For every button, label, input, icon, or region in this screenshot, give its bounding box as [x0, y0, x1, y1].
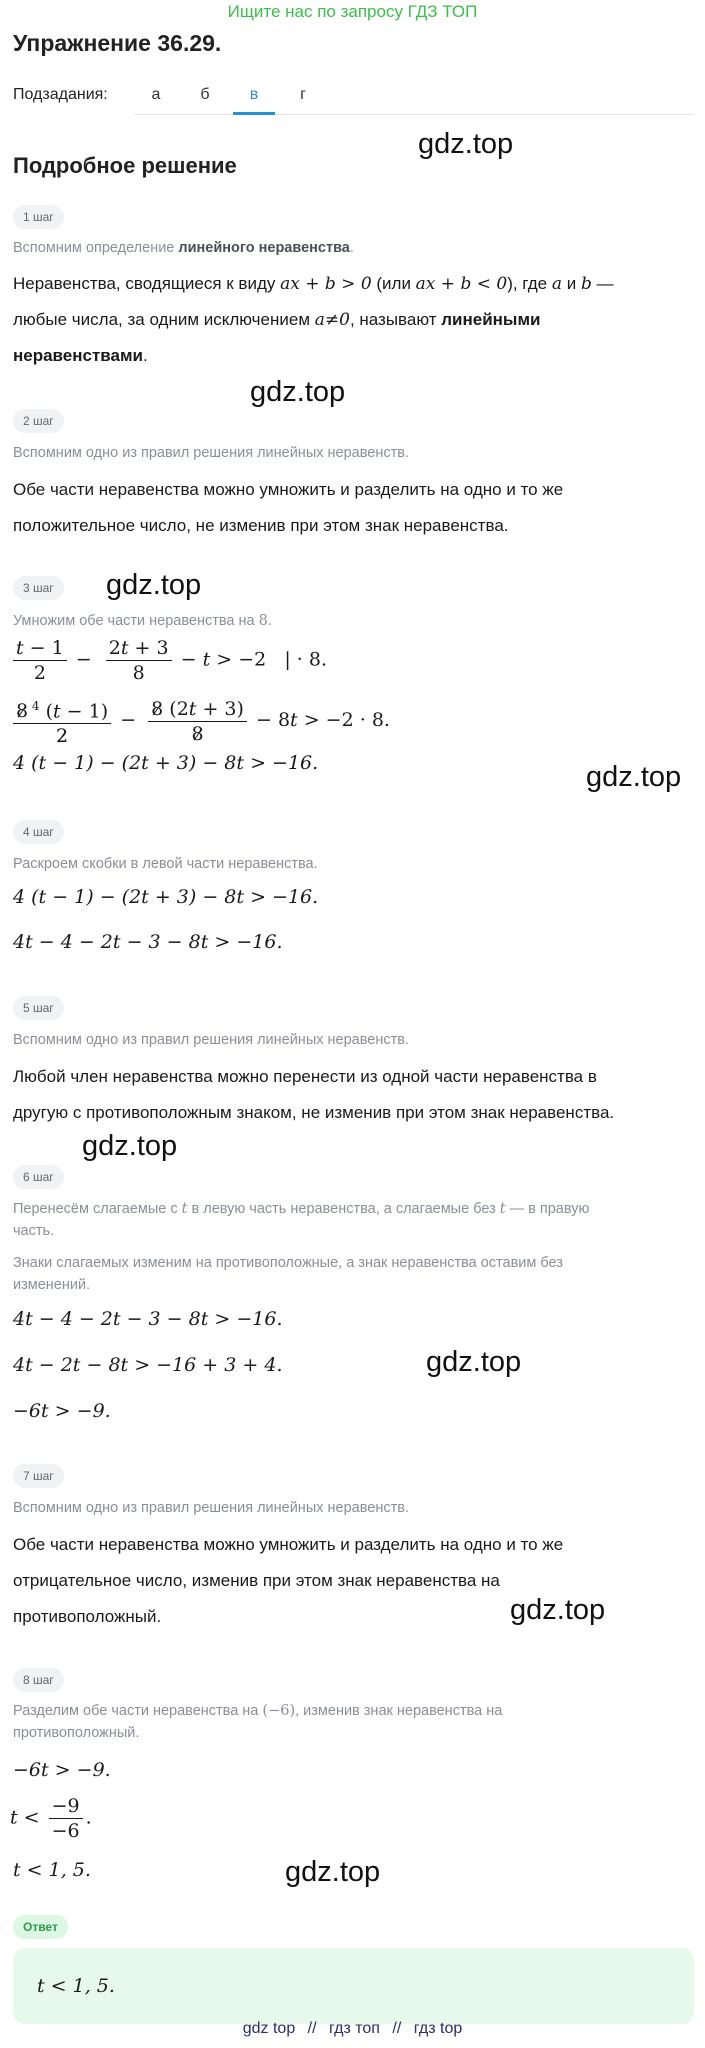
- step-text: отрицательное число, изменив при этом знак неравенства на: [13, 1571, 500, 1590]
- math-expression: t < $\frac{-9}{-6}$ .: [10, 1795, 92, 1842]
- step-hint: Вспомним определение линейного неравенства.: [13, 240, 354, 256]
- math-expression: $\frac{t - 1}{2}$ − $\frac{2t + 3}{8}$ − t > −2 | · 8.: [10, 636, 327, 685]
- step-hint: Знаки слагаемых изменим на противоположные, а знак неравенства оставим без: [13, 1255, 563, 1271]
- step-badge: 2 шаг: [13, 409, 64, 433]
- watermark: gdz.top: [285, 1856, 381, 1888]
- math-expression: $\frac{8 ^4 (t - 1)}{2}$ − $\frac{8 (2t + 3)}{8}$ − 8t > −2 · 8.: [10, 694, 390, 748]
- step-hint: изменений.: [13, 1277, 91, 1293]
- math-expression: 4 (t − 1) − (2t + 3) − 8t > −16.: [13, 752, 319, 774]
- math-expression: t < 1, 5.: [13, 1859, 91, 1881]
- step-badge: 7 шаг: [13, 1464, 64, 1488]
- step-text: Любой член неравенства можно перенести из одной части неравенства в: [13, 1067, 597, 1086]
- step-hint: Вспомним одно из правил решения линейных неравенств.: [13, 1032, 409, 1048]
- step-badge: 6 шаг: [13, 1165, 64, 1189]
- step-text: противоположный.: [13, 1607, 162, 1626]
- step-badge: 5 шаг: [13, 996, 64, 1020]
- watermark: gdz.top: [418, 128, 514, 160]
- tab-b[interactable]: б: [200, 86, 210, 103]
- answer-expression: t < 1, 5.: [37, 1975, 115, 1997]
- page-title: Упражнение 36.29.: [13, 30, 222, 56]
- watermark: gdz.top: [586, 761, 682, 793]
- tab-v-active[interactable]: в: [249, 86, 259, 103]
- step-text: неравенствами.: [13, 346, 148, 365]
- step-badge: 8 шаг: [13, 1668, 64, 1692]
- math-expression: 4 (t − 1) − (2t + 3) − 8t > −16.: [13, 886, 319, 908]
- step-hint: Вспомним одно из правил решения линейных неравенств.: [13, 445, 409, 461]
- footer-link[interactable]: гдз top: [413, 2020, 463, 2037]
- step-text: другую с противоположным знаком, не изменив при этом знак неравенства.: [13, 1103, 615, 1122]
- math-expression: 4t − 2t − 8t > −16 + 3 + 4.: [13, 1354, 283, 1376]
- math-expression: 4t − 4 − 2t − 3 − 8t > −16.: [13, 931, 283, 953]
- watermark: gdz.top: [106, 569, 202, 601]
- step-text: положительное число, не изменив при этом знак неравенства.: [13, 516, 509, 535]
- answer-box: [13, 1948, 694, 2024]
- footer-separator: //: [307, 2020, 317, 2037]
- answer-badge: Ответ: [13, 1915, 68, 1939]
- footer-separator: //: [392, 2020, 402, 2037]
- step-text: Неравенства, сводящиеся к виду ax + b > 0 (или ax + b < 0), где a и b —: [13, 274, 614, 294]
- math-expression: 4t − 4 − 2t − 3 − 8t > −16.: [13, 1308, 283, 1330]
- step-text: любые числа, за одним исключением a≠0, называют линейными: [13, 310, 541, 330]
- step-badge: 3 шаг: [13, 576, 64, 600]
- watermark: gdz.top: [82, 1130, 178, 1162]
- tab-a[interactable]: а: [151, 86, 161, 103]
- step-text: Обе части неравенства можно умножить и разделить на одно и то же: [13, 1535, 564, 1554]
- step-hint: часть.: [13, 1223, 55, 1239]
- footer-links: [0, 2020, 705, 2038]
- step-hint: Умножим обе части неравенства на 8.: [13, 613, 272, 629]
- step-hint: Разделим обе части неравенства на (−6), изменив знак неравенства на: [13, 1703, 503, 1719]
- step-badge: 4 шаг: [13, 820, 64, 844]
- top-banner[interactable]: Ищите нас по запросу ГДЗ ТОП: [227, 2, 478, 21]
- watermark: gdz.top: [426, 1346, 522, 1378]
- watermark: gdz.top: [510, 1594, 606, 1626]
- math-expression: −6t > −9.: [13, 1759, 111, 1781]
- section-title: Подробное решение: [13, 153, 237, 178]
- step-hint: противоположный.: [13, 1725, 140, 1741]
- math-expression: −6t > −9.: [13, 1400, 111, 1422]
- step-badge: 1 шаг: [13, 205, 64, 229]
- tabs-divider: [134, 114, 694, 115]
- subtasks-label: Подзадания:: [13, 86, 108, 103]
- active-tab-indicator: [233, 112, 275, 115]
- step-hint: Вспомним одно из правил решения линейных неравенств.: [13, 1500, 409, 1516]
- step-hint: Перенесём слагаемые с t в левую часть неравенства, а слагаемые без t — в правую: [13, 1201, 590, 1217]
- step-text: Обе части неравенства можно умножить и разделить на одно и то же: [13, 480, 564, 499]
- footer-link[interactable]: gdz top: [242, 2020, 296, 2037]
- watermark: gdz.top: [250, 376, 346, 408]
- step-hint: Раскроем скобки в левой части неравенства.: [13, 856, 318, 872]
- tab-g[interactable]: г: [300, 86, 306, 103]
- footer-link[interactable]: гдз топ: [329, 2020, 380, 2037]
